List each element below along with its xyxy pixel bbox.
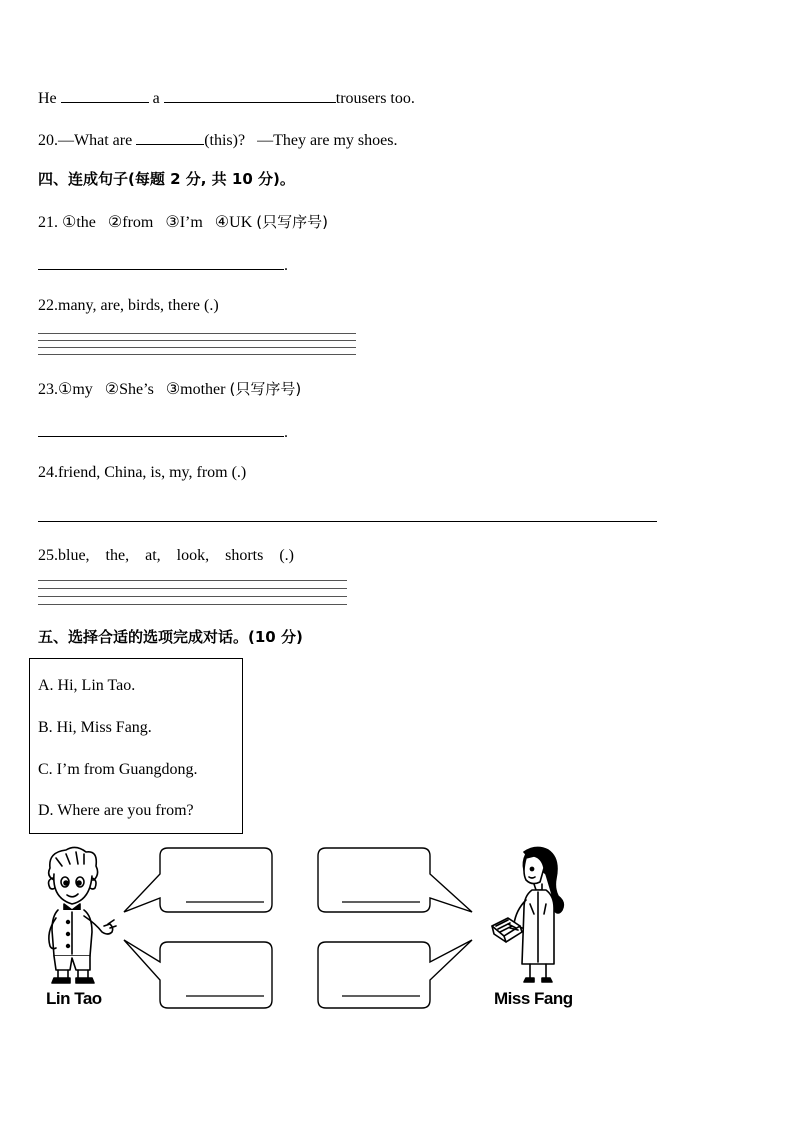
q25-word-3: at, xyxy=(145,547,161,564)
question-24-line: 24.friend, China, is, my, from (.) xyxy=(38,464,247,481)
option-b: B. Hi, Miss Fang. xyxy=(38,719,152,736)
q23-number: 23. xyxy=(38,381,58,398)
q25-word-4: look, xyxy=(176,547,210,564)
section-5-title: 五、选择合适的选项完成对话。(10 分) xyxy=(38,628,303,646)
q21-number: 21. xyxy=(38,214,58,231)
writing-line[interactable] xyxy=(38,333,356,334)
speech-bubble-top-right xyxy=(316,846,476,916)
q21-word-4: ④UK xyxy=(214,214,253,231)
q23-period: . xyxy=(284,424,288,441)
q20-number: 20. xyxy=(38,132,58,149)
q19-mid: a xyxy=(152,90,160,107)
question-23-line xyxy=(38,379,301,400)
q25-word-6: (.) xyxy=(279,547,294,564)
q21-hint: (只写序号) xyxy=(256,213,328,231)
q21-word-1: ①the xyxy=(62,214,96,231)
q23-answer-line xyxy=(38,421,288,443)
section-4-title: 四、连成句子(每题 2 分, 共 10 分)。 xyxy=(38,170,295,188)
girl-illustration xyxy=(488,844,578,984)
writing-line[interactable] xyxy=(38,604,347,605)
q21-word-2: ②from xyxy=(107,214,154,231)
boy-illustration xyxy=(38,846,118,986)
writing-line[interactable] xyxy=(38,354,356,355)
character-name-right: Miss Fang xyxy=(494,989,573,1008)
q25-word-5: shorts xyxy=(225,547,264,564)
answer-blank[interactable] xyxy=(38,254,284,270)
writing-line[interactable] xyxy=(38,521,657,522)
writing-line[interactable] xyxy=(38,596,347,597)
options-box xyxy=(29,658,243,834)
character-name-left: Lin Tao xyxy=(46,989,102,1008)
q21-answer-line xyxy=(38,254,288,276)
speech-bubble-top-left xyxy=(120,846,276,916)
question-20-line xyxy=(38,129,397,151)
q19-start: He xyxy=(38,90,57,107)
question-25-line xyxy=(38,546,294,566)
writing-line[interactable] xyxy=(38,588,347,589)
option-a: A. Hi, Lin Tao. xyxy=(38,677,136,694)
q23-hint: (只写序号) xyxy=(229,380,302,398)
option-c: C. I’m from Guangdong. xyxy=(38,761,198,778)
speech-bubble-bottom-left xyxy=(120,938,276,1010)
q25-number: 25. xyxy=(38,547,58,564)
speech-bubble-bottom-right xyxy=(316,938,476,1010)
q20-text1: —What are xyxy=(58,132,133,149)
option-d: D. Where are you from? xyxy=(38,802,194,819)
answer-blank[interactable] xyxy=(136,129,204,145)
q21-period: . xyxy=(284,257,288,274)
answer-blank[interactable] xyxy=(164,87,336,103)
answer-blank[interactable] xyxy=(61,87,149,103)
q23-word-3: ③mother xyxy=(165,381,226,398)
writing-line[interactable] xyxy=(38,580,347,581)
q20-text3: —They are my shoes. xyxy=(257,132,398,149)
q20-text2: (this)? xyxy=(204,132,246,149)
question-21-line xyxy=(38,212,328,233)
q25-word-2: the, xyxy=(105,547,130,564)
q19-end: trousers too. xyxy=(335,90,415,107)
q23-word-1: ①my xyxy=(58,381,93,398)
question-19-line xyxy=(38,87,415,109)
q23-word-2: ②She’s xyxy=(104,381,154,398)
q25-word-1: blue, xyxy=(58,547,90,564)
question-22-line: 22.many, are, birds, there (.) xyxy=(38,297,219,314)
answer-blank[interactable] xyxy=(38,421,284,437)
writing-line[interactable] xyxy=(38,347,356,348)
writing-line[interactable] xyxy=(38,340,356,341)
q21-word-3: ③I’m xyxy=(165,214,203,231)
